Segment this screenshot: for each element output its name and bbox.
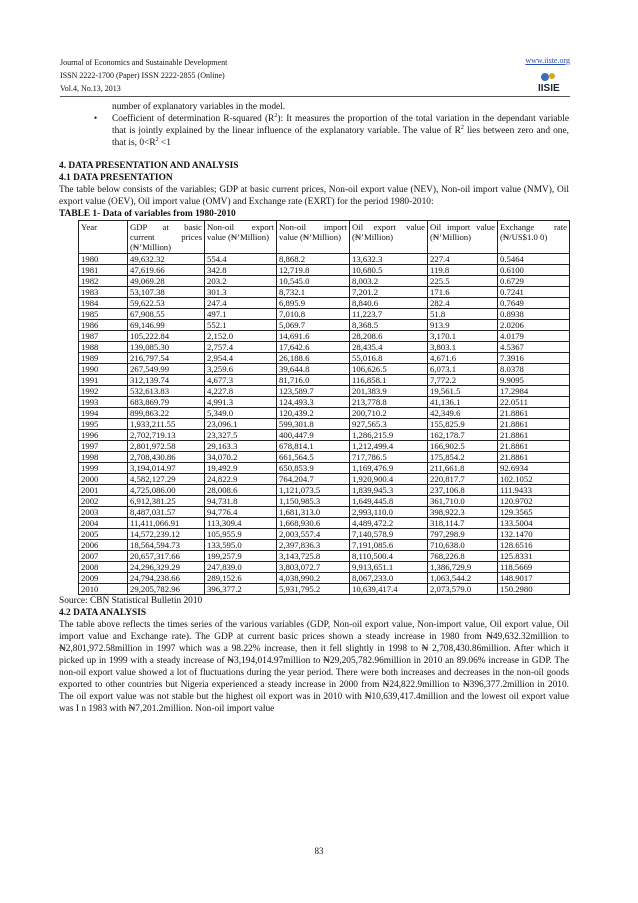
table-row: [79, 397, 570, 408]
table-cell: 150.2980: [498, 584, 570, 595]
table-cell: 2008: [79, 562, 128, 573]
table-cell: 14,572,239.12: [128, 529, 205, 540]
table-cell: 132.1470: [498, 529, 570, 540]
table-cell: 0.7241: [498, 287, 570, 298]
iiste-logo: [536, 71, 572, 93]
table-row: [79, 562, 570, 573]
table-cell: 111.9433: [498, 485, 570, 496]
table-cell: 3,194,014.97: [128, 463, 205, 474]
table-cell: 927,565.3: [350, 419, 428, 430]
table-cell: 2,073,579.0: [428, 584, 498, 595]
table-cell: 28,008.6: [205, 485, 277, 496]
table-cell: 318,114.7: [428, 518, 498, 529]
table-cell: 106,626.5: [350, 364, 428, 375]
table-cell: 29,205,782.96: [128, 584, 205, 595]
table-cell: 5,931,795.2: [277, 584, 350, 595]
journal-issn: ISSN 2222-1700 (Paper) ISSN 2222-2855 (Online): [60, 71, 225, 80]
table-cell: 133.5004: [498, 518, 570, 529]
table-cell: 94,776.4: [205, 507, 277, 518]
table-row: [79, 485, 570, 496]
table-cell: 13,632.3: [350, 254, 428, 265]
table-cell: 4.5367: [498, 342, 570, 353]
section-4-heading: 4. DATA PRESENTATION AND ANALYSIS: [59, 161, 239, 171]
table-cell: 2007: [79, 551, 128, 562]
table-cell: 4,671.6: [428, 353, 498, 364]
table-cell: 282.4: [428, 298, 498, 309]
table-cell: 1988: [79, 342, 128, 353]
table-cell: 1985: [79, 309, 128, 320]
table-body: [79, 254, 570, 595]
table-cell: 1987: [79, 331, 128, 342]
svg-text:IISIE: IISIE: [538, 83, 560, 93]
table-cell: 125.8331: [498, 551, 570, 562]
table-cell: 118.5669: [498, 562, 570, 573]
table-row: [79, 386, 570, 397]
table-cell: 1,920,900.4: [350, 474, 428, 485]
table-cell: 7,010.8: [277, 309, 350, 320]
table-row: [79, 254, 570, 265]
table-cell: 237,106.8: [428, 485, 498, 496]
table-cell: 211,661.8: [428, 463, 498, 474]
table-cell: 11,223.7: [350, 309, 428, 320]
table-cell: 116,858.1: [350, 375, 428, 386]
table-row: [79, 287, 570, 298]
bullet-item: [79, 113, 569, 149]
table-cell: 599,301.8: [277, 419, 350, 430]
table-cell: 6,895.9: [277, 298, 350, 309]
table-header-row: [79, 221, 570, 254]
table-cell: 1,839,945.3: [350, 485, 428, 496]
table-cell: 0.6100: [498, 265, 570, 276]
table-row: [79, 474, 570, 485]
table-cell: 1981: [79, 265, 128, 276]
table-cell: 225.5: [428, 276, 498, 287]
table-cell: 47,619.66: [128, 265, 205, 276]
table-cell: 661,564.5: [277, 452, 350, 463]
table-cell: 1986: [79, 320, 128, 331]
table-cell: 1999: [79, 463, 128, 474]
table-cell: 1994: [79, 408, 128, 419]
table-cell: 4,227.8: [205, 386, 277, 397]
table-cell: 3,143,725.8: [277, 551, 350, 562]
header-rule: [60, 96, 570, 97]
table-row: [79, 331, 570, 342]
table-row: [79, 518, 570, 529]
table-cell: 3,259.6: [205, 364, 277, 375]
table-cell: 2,397,836.3: [277, 540, 350, 551]
table-cell: 2,708,430.86: [128, 452, 205, 463]
table-cell: 17.2984: [498, 386, 570, 397]
table-cell: 1984: [79, 298, 128, 309]
table-cell: 102.1052: [498, 474, 570, 485]
table-cell: 94,731.8: [205, 496, 277, 507]
table-cell: 2,702,719.13: [128, 430, 205, 441]
journal-title: Journal of Economics and Sustainable Development: [60, 58, 228, 67]
table-cell: 1,649,445.8: [350, 496, 428, 507]
table-cell: 129.3565: [498, 507, 570, 518]
table-cell: 1,212,499.4: [350, 441, 428, 452]
table-cell: 4,489,472.2: [350, 518, 428, 529]
table-row: [79, 441, 570, 452]
table-row: [79, 353, 570, 364]
table-cell: 21.8861: [498, 419, 570, 430]
table-row: [79, 430, 570, 441]
table-cell: 29,163.3: [205, 441, 277, 452]
table-caption: TABLE 1- Data of variables from 1980-2010: [59, 209, 236, 219]
table-cell: 200,710.2: [350, 408, 428, 419]
table-row: [79, 276, 570, 287]
table-cell: 8,110,500.4: [350, 551, 428, 562]
table-cell: 123,589.7: [277, 386, 350, 397]
table-cell: 342.8: [205, 265, 277, 276]
bullet-text: Coefficient of determination R-squared $(R^2)$: It measures the proportion of the total variation in the dependant variable that is jointly explained by the linear influence of the explanatory variable. The value of $R^2$ lies between zero and one, that is, $0<R^2 <1$: [112, 112, 570, 148]
table-cell: 554.4: [205, 254, 277, 265]
table-cell: 1980: [79, 254, 128, 265]
table-cell: 2003: [79, 507, 128, 518]
table-row: [79, 463, 570, 474]
table-cell: 2,801,972.58: [128, 441, 205, 452]
table-cell: 12,719.8: [277, 265, 350, 276]
table-row: [79, 551, 570, 562]
table-cell: 1983: [79, 287, 128, 298]
table-cell: 5,069.7: [277, 320, 350, 331]
table-cell: 69,146.99: [128, 320, 205, 331]
table-cell: 128.6516: [498, 540, 570, 551]
journal-url-link[interactable]: www.iiste.org: [525, 56, 570, 65]
column-header: Non-oil export value (₦’Million): [205, 221, 277, 254]
table-cell: 1996: [79, 430, 128, 441]
table-cell: 3,803,072.7: [277, 562, 350, 573]
table-row: [79, 408, 570, 419]
table-cell: 2,954.4: [205, 353, 277, 364]
table-cell: 6,073.1: [428, 364, 498, 375]
bullet-dot-icon: •: [93, 114, 98, 124]
table-cell: 81,716.0: [277, 375, 350, 386]
table-cell: 23,327.5: [205, 430, 277, 441]
table-cell: 175,854.2: [428, 452, 498, 463]
table-cell: 139,085.30: [128, 342, 205, 353]
table-cell: 1,169,476.9: [350, 463, 428, 474]
table-cell: 67,908.55: [128, 309, 205, 320]
table-cell: 1989: [79, 353, 128, 364]
table-cell: 1998: [79, 452, 128, 463]
table-cell: 59,622.53: [128, 298, 205, 309]
table-cell: 21.8861: [498, 441, 570, 452]
table-cell: 2,152.0: [205, 331, 277, 342]
table-cell: 710,638.0: [428, 540, 498, 551]
table-cell: 41,136.1: [428, 397, 498, 408]
table-cell: 0.5464: [498, 254, 570, 265]
table-cell: 2004: [79, 518, 128, 529]
table-cell: 4,038,990.2: [277, 573, 350, 584]
table-row: [79, 265, 570, 276]
table-cell: 21.8861: [498, 430, 570, 441]
page-number: 83: [314, 846, 324, 856]
table-cell: 0.7649: [498, 298, 570, 309]
table-cell: 11,411,066.91: [128, 518, 205, 529]
table-cell: 0.6729: [498, 276, 570, 287]
table-cell: 28,435.4: [350, 342, 428, 353]
column-header: Year: [79, 221, 128, 254]
table-cell: 28,208.6: [350, 331, 428, 342]
table-cell: 2009: [79, 573, 128, 584]
table-cell: 9.9095: [498, 375, 570, 386]
table-cell: 4,582,127.29: [128, 474, 205, 485]
table-row: [79, 309, 570, 320]
table-cell: 312,139.74: [128, 375, 205, 386]
column-header: Non-oil import value (₦’Million): [277, 221, 350, 254]
section-4-2-heading: 4.2 DATA ANALYSIS: [59, 608, 147, 618]
table-cell: 119.8: [428, 265, 498, 276]
table-cell: 764,204.7: [277, 474, 350, 485]
table-cell: 8.0378: [498, 364, 570, 375]
section-4-2-paragraph: The table above reflects the times series of the various variables (GDP, Non-oil export value, Non-import value, Oil export value, Oil import value and Exchange rate). The GDP at current basic prices shown a steady increase in 1980 from ₦49,632.32million to ₦2,801,972.58million in 1997 which was a 98.22% increase, then it fell slightly in 1998 to ₦ 2,708,430.86million. After which it picked up in 1999 with a steady increase of ₦3,194,014.97million to ₦29,205,782.96million in 2010 an 89.06% increase in GDP. The non-oil export value showed a lot of fluctuations during the year period. There were both increases and decreases in the non-oil goods exported to other countries but Nigeria experienced a steady increase in 2000 from ₦24,822.9million to ₦396,377.2million in 2010. The oil export value was not stable but the highest oil export was in 2010 with ₦10,639,417.4million and the lowest oil export value was I n 1983 with ₦7,201.2million. Non-oil import value: [59, 620, 569, 714]
table-cell: 0.8938: [498, 309, 570, 320]
table-cell: 53,107.38: [128, 287, 205, 298]
table-cell: 4,677.3: [205, 375, 277, 386]
table-cell: 171.6: [428, 287, 498, 298]
table-row: [79, 452, 570, 463]
table-cell: 166,902.5: [428, 441, 498, 452]
table-cell: 14,691.6: [277, 331, 350, 342]
intro-line: number of explanatory variables in the model.: [112, 102, 286, 112]
table-cell: 899,863.22: [128, 408, 205, 419]
table-cell: 51.8: [428, 309, 498, 320]
table-cell: 8,840.6: [350, 298, 428, 309]
table-cell: 532,613.83: [128, 386, 205, 397]
table-cell: 1990: [79, 364, 128, 375]
table-cell: 2,757.4: [205, 342, 277, 353]
table-cell: 247.4: [205, 298, 277, 309]
table-cell: 18,564,594.73: [128, 540, 205, 551]
table-cell: 39,644.8: [277, 364, 350, 375]
table-cell: 2005: [79, 529, 128, 540]
table-row: [79, 419, 570, 430]
table-cell: 678,814.1: [277, 441, 350, 452]
table-cell: 24,296,329.29: [128, 562, 205, 573]
table-cell: 49,632.32: [128, 254, 205, 265]
table-cell: 8,868.2: [277, 254, 350, 265]
table-cell: 20,657,317.66: [128, 551, 205, 562]
table-cell: 8,487,031.57: [128, 507, 205, 518]
table-cell: 55,016.8: [350, 353, 428, 364]
table-cell: 6,912,381.25: [128, 496, 205, 507]
table-cell: 216,797.54: [128, 353, 205, 364]
table-cell: 3,803.1: [428, 342, 498, 353]
table-cell: 213,778.8: [350, 397, 428, 408]
table-cell: 8,003.2: [350, 276, 428, 287]
table-cell: 497.1: [205, 309, 277, 320]
journal-header: [60, 56, 227, 95]
table-cell: 17,642.6: [277, 342, 350, 353]
table-cell: 148.9017: [498, 573, 570, 584]
table-cell: 400,447.9: [277, 430, 350, 441]
table-cell: 34,070.2: [205, 452, 277, 463]
table-cell: 42,349.6: [428, 408, 498, 419]
table-cell: 105,222.84: [128, 331, 205, 342]
table-cell: 8,067,233.0: [350, 573, 428, 584]
table-cell: 2006: [79, 540, 128, 551]
table-row: [79, 342, 570, 353]
table-source: Source: CBN Statistical Bulletin 2010: [59, 596, 203, 606]
table-cell: 2002: [79, 496, 128, 507]
table-cell: 22.0511: [498, 397, 570, 408]
table-cell: 398,922.3: [428, 507, 498, 518]
table-cell: 4,725,086.00: [128, 485, 205, 496]
table-cell: 8,368.5: [350, 320, 428, 331]
table-row: [79, 298, 570, 309]
table-cell: 220,817.7: [428, 474, 498, 485]
table-cell: 155,825.9: [428, 419, 498, 430]
table-cell: 289,152.6: [205, 573, 277, 584]
table-cell: 301.3: [205, 287, 277, 298]
column-header: Oil export value (₦’Million): [350, 221, 428, 254]
table-cell: 105,955.9: [205, 529, 277, 540]
table-cell: 797,298.9: [428, 529, 498, 540]
table-cell: 5,349.0: [205, 408, 277, 419]
table-cell: 8,732.1: [277, 287, 350, 298]
table-row: [79, 375, 570, 386]
table-cell: 201,383.9: [350, 386, 428, 397]
table-cell: 24,822.9: [205, 474, 277, 485]
section-4-1-paragraph: The table below consists of the variables; GDP at basic current prices, Non-oil export value (NEV), Non-oil import value (NMV), Oil export value (OEV), Oil import value (OMV) and Exchange rate (EXRT) for the period 1980-2010:: [59, 185, 569, 207]
table-cell: 683,869.79: [128, 397, 205, 408]
table-cell: 552.1: [205, 320, 277, 331]
table-cell: 120,439.2: [277, 408, 350, 419]
table-cell: 1,063,544.2: [428, 573, 498, 584]
table-cell: 10,639,417.4: [350, 584, 428, 595]
table-cell: 2.0206: [498, 320, 570, 331]
table-cell: 1995: [79, 419, 128, 430]
table-cell: 10,545.0: [277, 276, 350, 287]
table-cell: 1,386,729.9: [428, 562, 498, 573]
table-cell: 120.9702: [498, 496, 570, 507]
column-header: Oil import value (₦’Million): [428, 221, 498, 254]
table-cell: 1991: [79, 375, 128, 386]
table-cell: 7,772.2: [428, 375, 498, 386]
table-cell: 2,003,557.4: [277, 529, 350, 540]
table-cell: 1,286,215.9: [350, 430, 428, 441]
table-cell: 10,680.5: [350, 265, 428, 276]
table-cell: 7,191,085.6: [350, 540, 428, 551]
table-cell: 1997: [79, 441, 128, 452]
table-cell: 1,681,313.0: [277, 507, 350, 518]
table-cell: 1993: [79, 397, 128, 408]
table-cell: 717,786.5: [350, 452, 428, 463]
table-cell: 1,933,211.55: [128, 419, 205, 430]
section-4-1-heading: 4.1 DATA PRESENTATION: [59, 173, 173, 183]
table-cell: 1992: [79, 386, 128, 397]
table-cell: 247,839.0: [205, 562, 277, 573]
table-row: [79, 507, 570, 518]
table-row: [79, 496, 570, 507]
table-cell: 7.3916: [498, 353, 570, 364]
table-cell: 19,492.9: [205, 463, 277, 474]
table-cell: 7,201.2: [350, 287, 428, 298]
table-cell: 1,668,930.6: [277, 518, 350, 529]
table-cell: 26,188.6: [277, 353, 350, 364]
table-cell: 21.8861: [498, 452, 570, 463]
table-cell: 2010: [79, 584, 128, 595]
table-cell: 3,170.1: [428, 331, 498, 342]
table-cell: 92.6934: [498, 463, 570, 474]
table-cell: 396,377.2: [205, 584, 277, 595]
table-cell: 24,794,238.66: [128, 573, 205, 584]
table-cell: 21.8861: [498, 408, 570, 419]
table-cell: 768,226.8: [428, 551, 498, 562]
table-cell: 19,561.5: [428, 386, 498, 397]
table-cell: 650,853.9: [277, 463, 350, 474]
table-cell: 1,121,073.5: [277, 485, 350, 496]
table-cell: 267,549.99: [128, 364, 205, 375]
table-cell: 2001: [79, 485, 128, 496]
journal-volume: Vol.4, No.13, 2013: [60, 84, 121, 93]
table-cell: 23,096.1: [205, 419, 277, 430]
table-cell: 227.4: [428, 254, 498, 265]
table-cell: 199,257.9: [205, 551, 277, 562]
table-cell: 113,309.4: [205, 518, 277, 529]
table-row: [79, 364, 570, 375]
table-cell: 4,991.3: [205, 397, 277, 408]
table-cell: 124,493.3: [277, 397, 350, 408]
table-cell: 2000: [79, 474, 128, 485]
table-cell: 133,595.0: [205, 540, 277, 551]
table-row: [79, 320, 570, 331]
table-cell: 7,140,578.9: [350, 529, 428, 540]
table-cell: 913.9: [428, 320, 498, 331]
table-cell: 9,913,651.1: [350, 562, 428, 573]
page-body: [59, 101, 570, 715]
table-cell: 2,993,110.0: [350, 507, 428, 518]
table-row: [79, 540, 570, 551]
column-header: Exchange rate (₦/US$1.0 0): [498, 221, 570, 254]
table-cell: 203.2: [205, 276, 277, 287]
table-cell: 4.0179: [498, 331, 570, 342]
table-row: [79, 584, 570, 595]
table-cell: 162,178.7: [428, 430, 498, 441]
table-cell: 1982: [79, 276, 128, 287]
table-cell: 361,710.0: [428, 496, 498, 507]
table-cell: 49,069.28: [128, 276, 205, 287]
table-row: [79, 529, 570, 540]
table-row: [79, 573, 570, 584]
data-table: [78, 220, 570, 595]
table-cell: 1,150,985.3: [277, 496, 350, 507]
column-header: GDP at basic current prices (₦’Million): [128, 221, 205, 254]
